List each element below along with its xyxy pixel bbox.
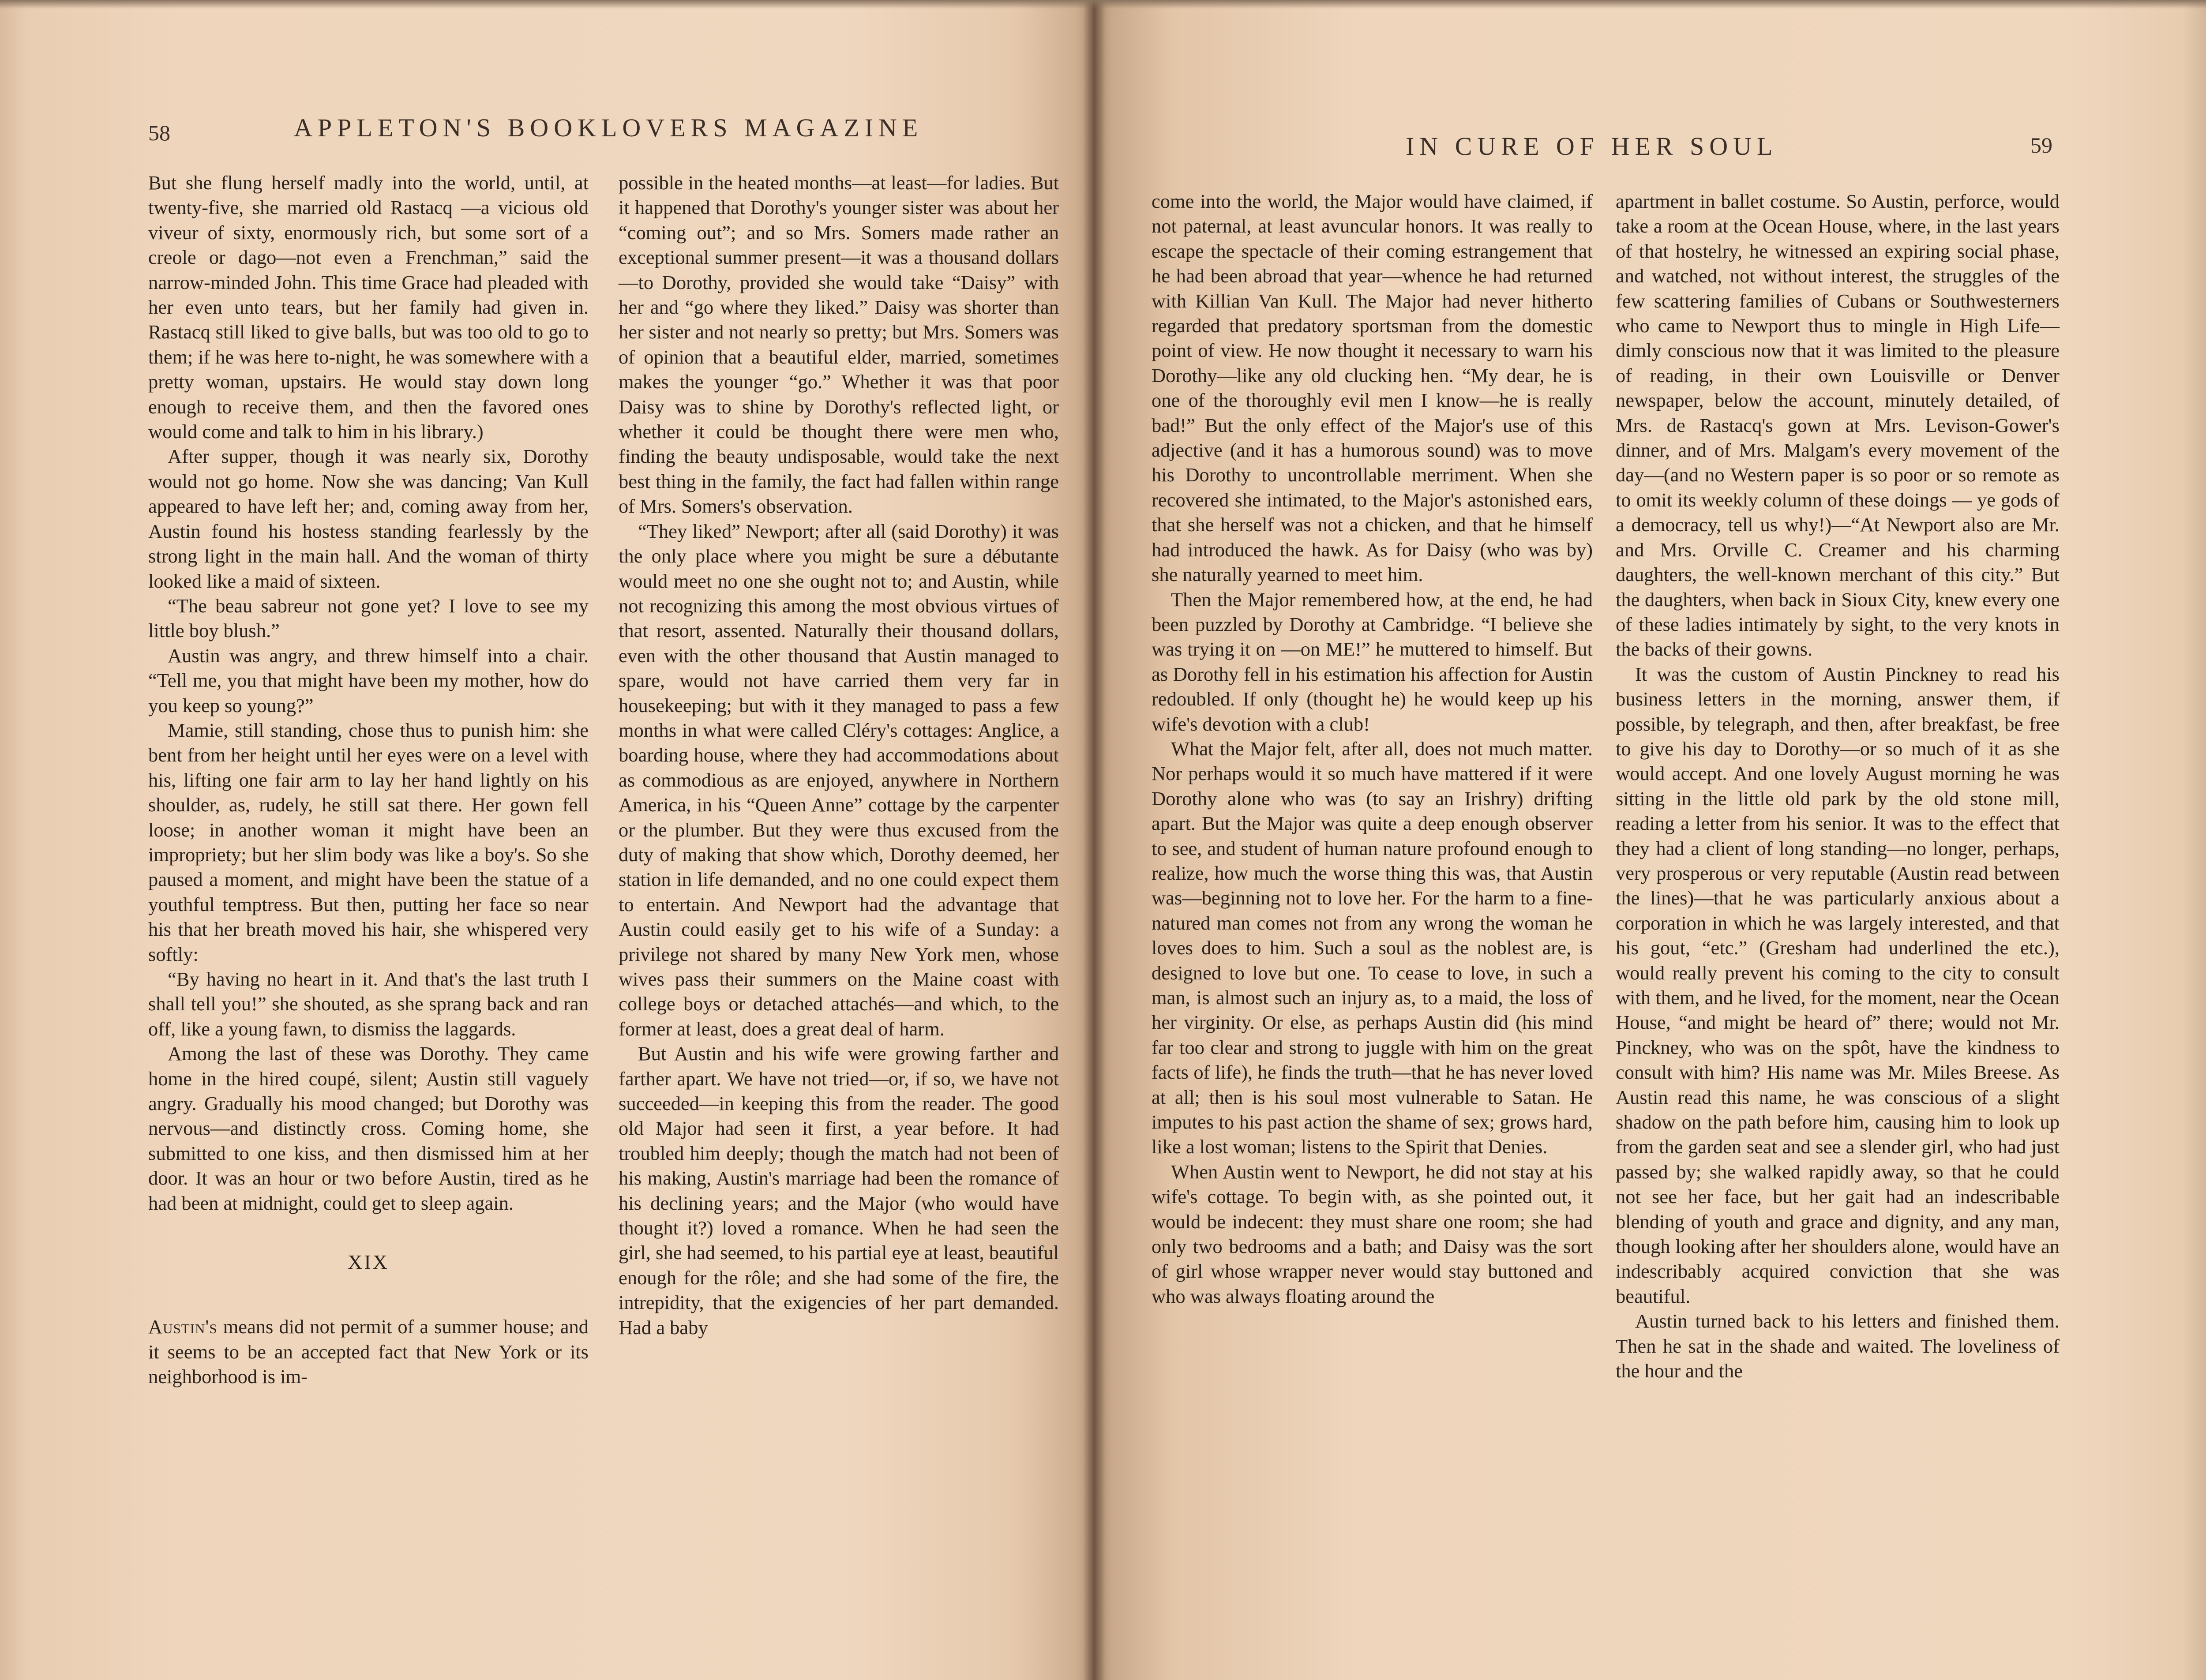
right-column-2 — [1616, 189, 2060, 1384]
left-column-1 — [148, 170, 589, 1389]
page-number-left: 58 — [148, 120, 170, 145]
left-col2-paragraphs — [619, 170, 1059, 1340]
left-column-2 — [619, 170, 1059, 1340]
chapter-first-text: means did not permit of a summer house; and it seems to be an accepted fact that New York or its neighborhood is im- — [148, 1316, 589, 1388]
paragraph: It was the custom of Austin Pinckney to read his business letters in the morning, answer them, if possible, by telegraph, and then, after breakfast, be free to give his day to Dorothy—or so much of it as she would accept. And one lovely August morning he was sitting in the little old park by the old stone mill, reading a letter from his senior. It was to the effect that they had a client of long standing—no longer, perhaps, very prosperous or very reputable (Austin read between the lines)—that he was particularly anxious about a corporation in which he was largely interested, and that his gout, “etc.” (Gresham had underlined the etc.), would really prevent his coming to the city to consult with them, and he lived, for the moment, near the Ocean House, “and might be heard of” there; would not Mr. Pinckney, who was on the spôt, have the kindness to consult with him? His name was Mr. Miles Breese. As Austin read this name, he was conscious of a slight shadow on the path before him, causing him to look up from the garden seat and see a slender girl, who had just passed by; she walked rapidly away, so that he could not see her face, but her gait had an indescribable blending of youth and grace and dignity, and any man, though looking after her shoulders alone, would have an indescribably acquired conviction that she was beautiful. — [1616, 663, 2060, 1307]
paragraph: What the Major felt, after all, does not much matter. Nor perhaps would it so much have mattered if it were Dorothy alone who was (to say an Irishry) drifting apart. But the Major was quite a deep enough observer to see, and student of human nature profound enough to realize, how much the worse thing this was, that Austin was—beginning not to love her. For the harm to a fine-natured man comes not from any wrong the woman he loves does to him. Such a soul as the noblest are, is designed to love but one. To cease to love, in such a man, is almost such an injury as, to a maid, the loss of her virginity. Or else, as perhaps Austin did (his mind far too clear and strong to juggle with him on the great facts of life), he finds the truth—that he has never loved at all; then is his soul most vulnerable to Satan. He imputes to his past action the shame of sex; grows hard, like a lost woman; listens to the Spirit that Denies. — [1152, 737, 1593, 1158]
book-gutter — [1083, 0, 1105, 1680]
paragraph: But Austin and his wife were growing farther and farther apart. We have not tried—or, if so, we have not succeeded—in keeping this from the reader. The good old Major had seen it first, a year before. It had troubled him deeply; though the match had not been of his making, Austin's marriage had been the romance of his declining years; and the Major (who would have thought it?) loved a romance. When he had seen the girl, she had seemed, to his partial eye at least, beautiful enough for the rôle; and she had some of the fire, the intrepidity, that the exigencies of her part demanded. Had a baby — [619, 1042, 1059, 1339]
left-page — [0, 0, 1093, 1680]
right-page — [1093, 0, 2206, 1680]
chapter-lead-word: Austin's — [148, 1316, 218, 1338]
paragraph: come into the world, the Major would have claimed, if not paternal, at least avuncular honors. It was really to escape the spectacle of their coming estrangement that he had been abroad that year—whence he had returned with Killian Van Kull. The Major had never hitherto regarded that predatory sportsman from the domestic point of view. He now thought it necessary to warn his Dorothy—like any old clucking hen. “My dear, he is one of the thoroughly evil men I know—he is really bad!” But the only effect of the Major's use of this adjective (and it has a humorous sound) was to move his Dorothy to uncontrollable merriment. When she recovered she intimated, to the Major's astonished ears, that she herself was not a chicken, and that he himself had introduced the hawk. As for Daisy (who was by) she naturally yearned to meet him. — [1152, 190, 1593, 586]
paragraph: Then the Major remembered how, at the end, he had been puzzled by Dorothy at Cambridge. “I believe she was trying it on —on ME!” he muttered to himself. But as Dorothy fell in his estimation his affection for Austin redoubled. If only (thought he) he would keep up his wife's devotion with a club! — [1152, 588, 1593, 735]
paragraph: When Austin went to Newport, he did not stay at his wife's cottage. To begin with, as she pointed out, it would be indecent: they must share one room; she had only two bedrooms and a bath; and Daisy was the sort of girl whose wrapper never would stay buttoned and who was always floating around the — [1152, 1160, 1593, 1307]
paragraph: Among the last of these was Dorothy. They came home in the hired coupé, silent; Austin still vaguely angry. Gradually his mood changed; but Dorothy was nervous—and distinctly cross. Coming home, she submitted to one kiss, and then dismissed him at her door. It was an hour or two before Austin, tired as he had been at midnight, could get to sleep again. — [148, 1042, 589, 1214]
paragraph: possible in the heated months—at least—for ladies. But it happened that Dorothy's younger sister was about her “coming out”; and so Mrs. Somers made rather an exceptional summer present—it was a thousand dollars—to Dorothy, provided she would take “Daisy” with her and “go where they liked.” Daisy was shorter than her sister and not nearly so pretty; but Mrs. Somers was of opinion that a beautiful elder, married, sometimes makes the younger “go.” Whether it was that poor Daisy was to shine by Dorothy's reflected light, or whether it could be thought there were men who, finding the beauty undisposable, would take the next best thing in the family, the fact had fallen within range of Mrs. Somers's observation. — [619, 172, 1059, 518]
right-col1-paragraphs — [1152, 189, 1593, 1309]
paragraph: Austin was angry, and threw himself into a chair. “Tell me, you that might have been my mother, how do you keep so young?” — [148, 644, 589, 716]
chapter-first-paragraph — [148, 1314, 589, 1389]
paragraph: But she flung herself madly into the world, until, at twenty-five, she married old Rastacq —a vicious old viveur of sixty, enormously rich, but some sort of a creole or dago—not even a Frenchman,” said the narrow-minded John. This time Grace had pleaded with her even unto tears, but her family had given in. Rastacq still liked to give balls, but was too old to go to them; if he was here to-night, he was somewhere with a pretty woman, upstairs. He would stay down long enough to receive them, and then the favored ones would come and talk to him in his library.) — [148, 172, 589, 443]
page-number-right: 59 — [2030, 133, 2052, 158]
right-col2-paragraphs — [1616, 189, 2060, 1384]
paragraph: Austin turned back to his letters and finished them. Then he sat in the shade and waited. The loveliness of the hour and the — [1616, 1310, 2060, 1382]
paragraph: apartment in ballet costume. So Austin, perforce, would take a room at the Ocean House, where, in the last years of that hostelry, he witnessed an expiring social phase, and watched, not without interest, the struggles of the few scattering families of Cubans or Southwesterners who came to Newport thus to mingle in High Life—dimly conscious now that it was limited to the pleasure of reading, in their own Louisville or Denver newspaper, below the account, minutely detailed, of Mrs. de Rastacq's gown at Mrs. Levison-Gower's dinner, and of Mrs. Malgam's every movement of the day—(and no Western paper is so poor or so remote as to omit its weekly column of these doings — ye gods of a democracy, tell us why!)—“At Newport also are Mr. and Mrs. Orville C. Creamer and his charming daughters, the well-known merchant of this city.” But the daughters, when back in Sioux City, knew every one of these ladies intimately by sight, to the very knots in the backs of their gowns. — [1616, 190, 2060, 660]
chapter-heading: XIX — [348, 1251, 389, 1274]
paragraph: “They liked” Newport; after all (said Dorothy) it was the only place where you might be sure a débutante would meet no one she ought not to; and Austin, while not recognizing this among the most obvious virtues of that resort, assented. Naturally their thousand dollars, even with the other thousand that Austin managed to spare, would not have carried them very far in housekeeping; but with it they managed to pass a few months in what were called Cléry's cottages: Anglice, a boarding house, where they had accommodations about as commodious as are enjoyed, anywhere in Northern America, in his “Queen Anne” cottage by the carpenter or the plumber. But they were thus excused from the duty of making that show which, Dorothy deemed, her station in life demanded, and no one could expect them to entertain. And Newport had the advantage that Austin could easily get to his wife of a Sunday: a privilege not shared by many New York men, whose wives pass their summers on the Maine coast with college boys or detached attachés—and which, to the former at least, does a great deal of harm. — [619, 520, 1059, 1040]
running-head-left: APPLETON'S BOOKLOVERS MAGAZINE — [294, 113, 923, 142]
paragraph: Mamie, still standing, chose thus to punish him: she bent from her height until her eyes were on a level with his, lifting one fair arm to lay her hand lightly on his shoulder, as, rudely, he still sat there. Her gown fell loose; in another woman it might have been an impropriety; but her slim body was like a boy's. So she paused a moment, and might have been the statue of a youthful temptress. But then, putting her face so near his that her breath moved his hair, she whispered very softly: — [148, 719, 589, 965]
paragraph: “By having no heart in it. And that's the last truth I shall tell you!” she shouted, as she sprang back and ran off, like a young fawn, to dismiss the laggards. — [148, 968, 589, 1040]
top-edge-shadow — [0, 0, 2206, 9]
right-column-1 — [1152, 189, 1593, 1309]
paragraph: “The beau sabreur not gone yet? I love to see my little boy blush.” — [148, 594, 589, 642]
running-head-right: IN CURE OF HER SOUL — [1406, 132, 1778, 161]
paragraph: After supper, though it was nearly six, Dorothy would not go home. Now she was dancing; Van Kull appeared to have left her; and, coming away from her, Austin found his hostess standing fearlessly by the strong light in the main hall. And the woman of thirty looked like a maid of sixteen. — [148, 445, 589, 592]
left-col1-paragraphs — [148, 170, 589, 1215]
